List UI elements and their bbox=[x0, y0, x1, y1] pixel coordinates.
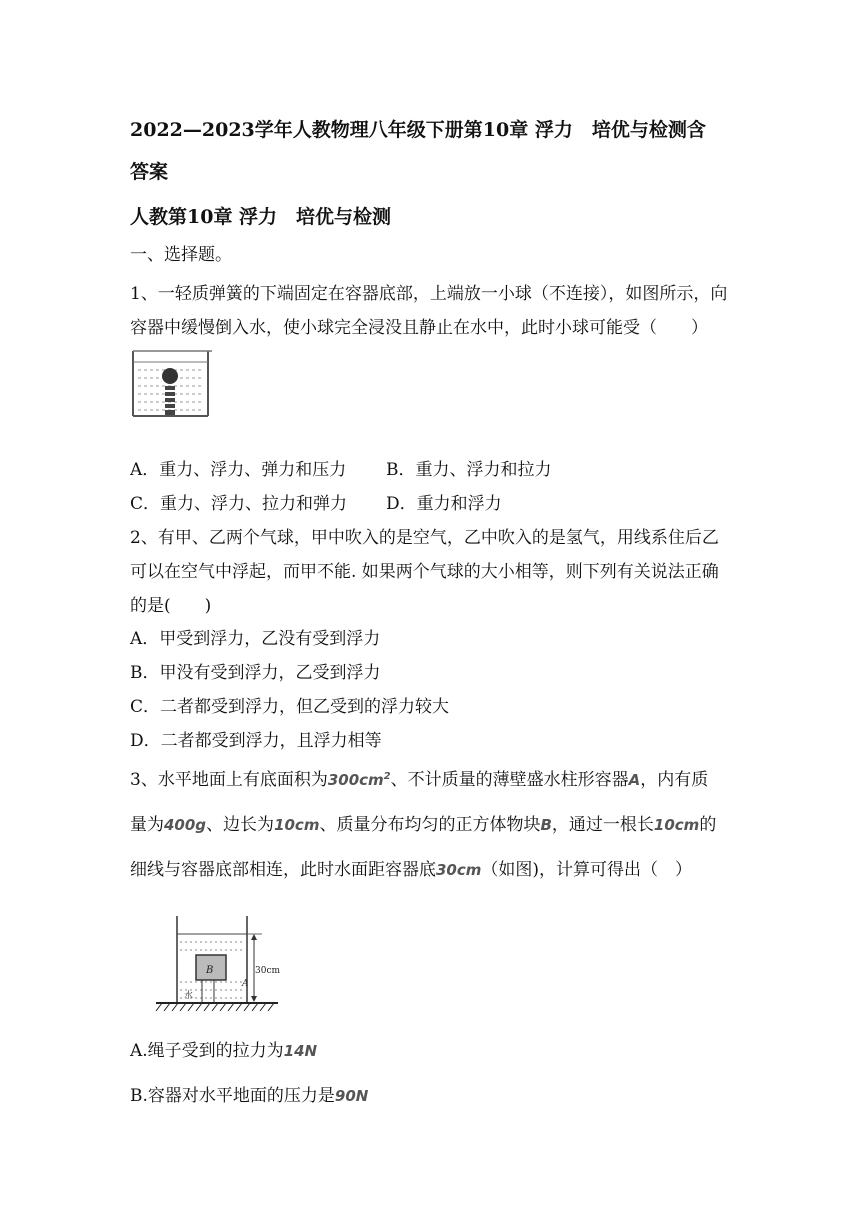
q3-text: （如图)，计算可得出（ ） bbox=[481, 860, 693, 880]
q2-stem-line1: 2、有甲、乙两个气球，甲中吹入的是空气，乙中吹入的是氢气，用线系住后乙 bbox=[130, 528, 719, 548]
q3-figure-label-water: 水 bbox=[184, 991, 194, 1001]
page-title-line2: 答案 bbox=[130, 161, 169, 183]
q3-math-mass: 400g bbox=[164, 816, 207, 834]
q3-stem-line3 bbox=[130, 862, 692, 879]
section-heading: 一、选择题。 bbox=[130, 245, 232, 265]
q3-text: 细线与容器底部相连，此时水面距容器底 bbox=[130, 860, 436, 880]
q3-option-a-value: 14N bbox=[283, 1042, 318, 1060]
q3-figure-label-a: A bbox=[242, 979, 249, 989]
q2-stem-line2: 可以在空气中浮起，而甲不能. 如果两个气球的大小相等，则下列有关说法正确 bbox=[130, 562, 719, 582]
q2-option-c: C．二者都受到浮力，但乙受到的浮力较大 bbox=[130, 697, 450, 717]
q1-stem-line2: 容器中缓慢倒入水，使小球完全浸没且静止在水中，此时小球可能受（ ） bbox=[130, 318, 708, 338]
q3-text: 、不计质量的薄壁盛水柱形容器 bbox=[390, 770, 629, 790]
q3-math-container-a: A bbox=[628, 771, 641, 789]
q3-stem-line2 bbox=[130, 817, 716, 834]
q3-math-side: 10cm bbox=[274, 816, 320, 834]
q3-figure-label-30cm: 30cm bbox=[255, 966, 281, 976]
q3-text: 、边长为 bbox=[206, 815, 275, 835]
q2-option-b: B．甲没有受到浮力，乙受到浮力 bbox=[130, 663, 381, 683]
q1-option-a: A．重力、浮力、弹力和压力 bbox=[130, 460, 347, 480]
q3-text: 、质量分布均匀的正方体物块 bbox=[319, 815, 541, 835]
q3-option-b-value: 90N bbox=[334, 1087, 369, 1105]
q3-text: 的 bbox=[699, 815, 717, 835]
q3-math-length: 10cm bbox=[653, 816, 700, 834]
subtitle: 人教第10章 浮力 培优与检测 bbox=[130, 206, 392, 228]
q3-figure-label-b: B bbox=[206, 965, 214, 976]
q3-text: 3、水平地面上有底面积为 bbox=[130, 770, 328, 790]
q3-text: ，通过一根长 bbox=[551, 815, 654, 835]
q1-figure-container-spring-ball bbox=[130, 346, 212, 418]
q3-option-b: B.容器对水平地面的压力是90N bbox=[130, 1086, 369, 1106]
q1-option-c: C．重力、浮力、拉力和弹力 bbox=[130, 494, 348, 514]
q3-stem-line1 bbox=[130, 772, 708, 789]
q2-stem-line3: 的是( ) bbox=[130, 596, 212, 616]
q3-text: 量为 bbox=[130, 815, 164, 835]
q2-option-a: A．甲受到浮力，乙没有受到浮力 bbox=[130, 629, 381, 649]
page-title-line1: 2022—2023学年人教物理八年级下册第10章 浮力 培优与检测含 bbox=[130, 119, 706, 141]
q1-option-b: B．重力、浮力和拉力 bbox=[386, 460, 552, 480]
q3-text: ，内有质 bbox=[640, 770, 709, 790]
q2-option-d: D．二者都受到浮力，且浮力相等 bbox=[130, 731, 382, 751]
q3-math-area: $300cm^2$ bbox=[327, 771, 391, 789]
q1-option-d: D．重力和浮力 bbox=[386, 494, 502, 514]
q3-option-a: A.绳子受到的拉力为14N bbox=[130, 1041, 318, 1061]
q3-math-block-b: B bbox=[540, 816, 552, 834]
q3-figure-container-block bbox=[150, 910, 290, 1022]
q1-stem-line1: 1、一轻质弹簧的下端固定在容器底部，上端放一小球（不连接），如图所示，向 bbox=[130, 284, 728, 304]
q3-math-depth: 30cm bbox=[436, 861, 482, 879]
